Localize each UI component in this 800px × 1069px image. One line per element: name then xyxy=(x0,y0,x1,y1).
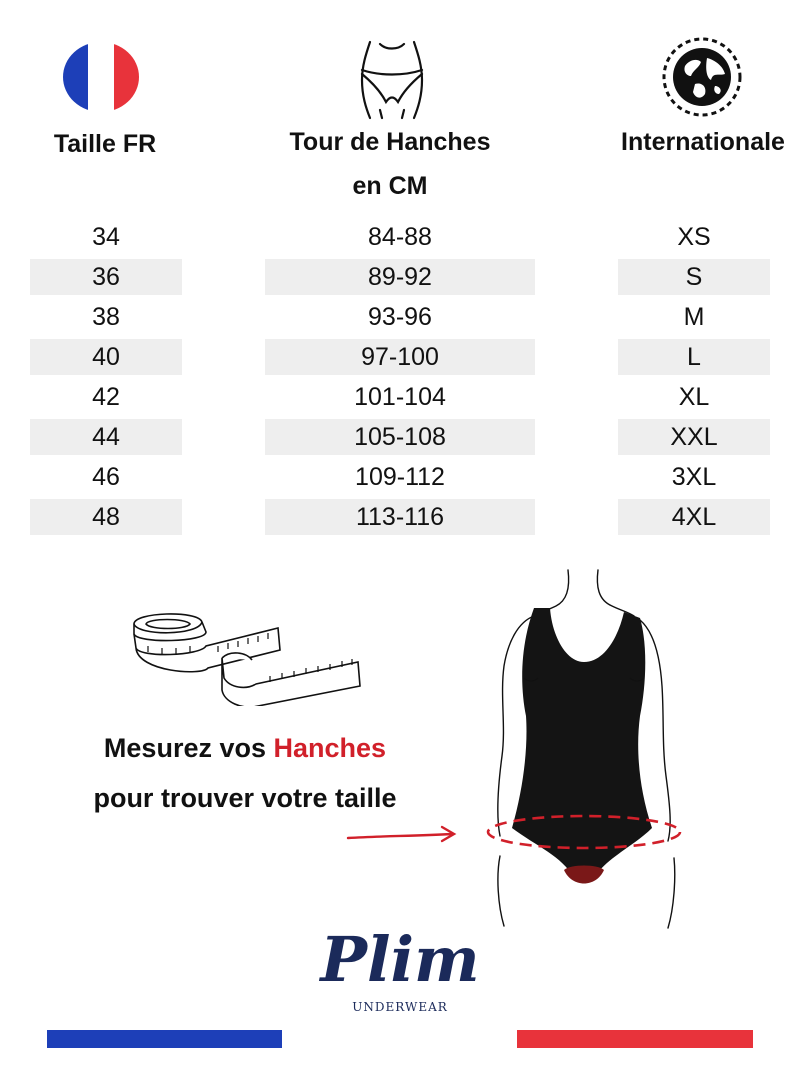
brand-tagline: UNDERWEAR xyxy=(352,1000,448,1014)
table-cell-fr: 44 xyxy=(30,419,182,455)
table-cell-fr: 38 xyxy=(92,303,120,331)
header-international: Internationale xyxy=(621,128,785,156)
measuring-tape-icon xyxy=(126,606,366,706)
table-cell-hip: 113-116 xyxy=(265,499,535,535)
table-cell-fr: 46 xyxy=(92,463,120,491)
instruction-prefix: Mesurez vos xyxy=(103,733,274,763)
table-cell-hip: 101-104 xyxy=(354,383,446,411)
table-cell-intl: M xyxy=(683,303,705,331)
table-cell-intl: L xyxy=(618,339,770,375)
table-cell-intl: XXL xyxy=(618,419,770,455)
header-size-fr: Taille FR xyxy=(53,130,157,158)
header-hip-line2: en CM xyxy=(352,172,428,200)
flag-bar-red xyxy=(517,1030,753,1048)
header-hip-line1: Tour de Hanches xyxy=(289,128,491,156)
hips-underwear-icon xyxy=(356,40,428,120)
table-cell-hip: 105-108 xyxy=(265,419,535,455)
arrow-right-icon xyxy=(344,824,460,848)
table-cell-intl: S xyxy=(618,259,770,295)
table-cell-fr: 42 xyxy=(92,383,120,411)
table-cell-hip: 97-100 xyxy=(265,339,535,375)
table-cell-intl: XS xyxy=(677,223,711,251)
flag-bar-blue xyxy=(47,1030,282,1048)
instruction-line2: pour trouver votre taille xyxy=(93,783,397,813)
bodysuit-figure-illustration xyxy=(478,566,700,936)
instruction-line1 xyxy=(60,733,430,764)
table-cell-fr: 36 xyxy=(30,259,182,295)
table-cell-intl: XL xyxy=(678,383,710,411)
table-cell-hip: 109-112 xyxy=(355,463,445,491)
table-cell-intl: 3XL xyxy=(671,463,717,491)
instruction-highlight: Hanches xyxy=(273,733,387,763)
brand-logo: Plim xyxy=(320,923,480,996)
globe-icon xyxy=(661,36,743,118)
france-flag-icon xyxy=(62,41,140,113)
table-cell-intl: 4XL xyxy=(618,499,770,535)
table-cell-fr: 48 xyxy=(30,499,182,535)
table-cell-hip: 93-96 xyxy=(368,303,432,331)
table-cell-hip: 84-88 xyxy=(368,223,432,251)
table-cell-fr: 40 xyxy=(30,339,182,375)
table-cell-fr: 34 xyxy=(92,223,120,251)
table-cell-hip: 89-92 xyxy=(265,259,535,295)
